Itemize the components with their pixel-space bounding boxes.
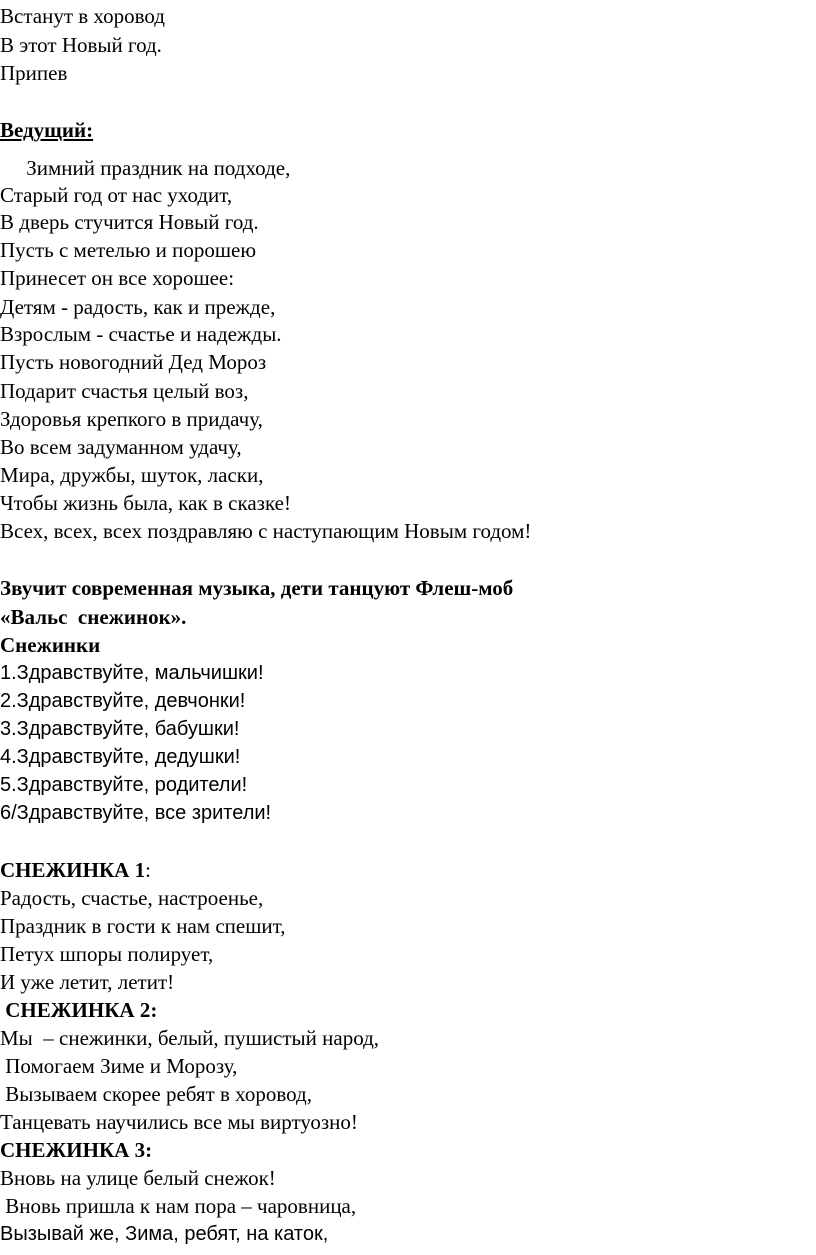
speaker-name: СНЕЖИНКА 1: [0, 858, 146, 882]
verse-line: Помогаем Зиме и Морозу,: [0, 1054, 238, 1078]
greeting-line: 4.Здравствуйте, дедушки!: [0, 746, 241, 768]
verse-line: Зимний праздник на подходе,: [0, 156, 291, 180]
verse-line: Пусть новогодний Дед Мороз: [0, 350, 267, 374]
verse-line: Пусть с метелью и порошею: [0, 238, 257, 262]
verse-line: Подарит счастья целый воз,: [0, 379, 249, 403]
verse-line: Вызываем скорее ребят в хоровод,: [0, 1082, 312, 1106]
greeting-line: 6/Здравствуйте, все зрители!: [0, 802, 272, 824]
greeting-line: 2.Здравствуйте, девчонки!: [0, 690, 246, 712]
verse-line: Во всем задуманном удачу,: [0, 435, 242, 459]
verse-line: Танцевать научились все мы виртуозно!: [0, 1110, 358, 1134]
verse-line: Встанут в хоровод: [0, 4, 165, 28]
verse-line: В дверь стучится Новый год.: [0, 210, 259, 234]
verse-line: Чтобы жизнь была, как в сказке!: [0, 491, 291, 515]
greeting-line: 3.Здравствуйте, бабушки!: [0, 718, 240, 740]
speaker-colon: :: [145, 858, 151, 882]
verse-line: Старый год от нас уходит,: [0, 183, 233, 207]
speaker-heading-snowflake-3: СНЕЖИНКА 3:: [0, 1138, 153, 1162]
verse-line: Детям - радость, как и прежде,: [0, 295, 276, 319]
stage-direction: Звучит современная музыка, дети танцуют Флеш-моб: [0, 576, 514, 600]
greeting-line: 5.Здравствуйте, родители!: [0, 774, 248, 796]
verse-line: Радость, счастье, настроенье,: [0, 886, 264, 910]
speaker-heading-snowflakes: Снежинки: [0, 633, 101, 657]
verse-line: Мира, дружбы, шуток, ласки,: [0, 463, 264, 487]
verse-line: Праздник в гости к нам спешит,: [0, 914, 286, 938]
verse-line: Вновь пришла к нам пора – чаровница,: [0, 1194, 357, 1218]
verse-line: Принесет он все хорошее:: [0, 266, 235, 290]
speaker-heading-snowflake-2: СНЕЖИНКА 2:: [0, 998, 158, 1022]
verse-line: Вызывай же, Зима, ребят, на каток,: [0, 1223, 329, 1245]
speaker-heading-host: Ведущий:: [0, 118, 94, 142]
speaker-heading-snowflake-1: [0, 857, 151, 884]
verse-line: Мы – снежинки, белый, пушистый народ,: [0, 1026, 380, 1050]
greeting-line: 1.Здравствуйте, мальчишки!: [0, 662, 264, 684]
verse-line: Вновь на улице белый снежок!: [0, 1166, 276, 1190]
verse-line: Всех, всех, всех поздравляю с наступающим Новым годом!: [0, 519, 532, 543]
verse-line: И уже летит, летит!: [0, 970, 175, 994]
verse-line: Взрослым - счастье и надежды.: [0, 322, 282, 346]
verse-line: Здоровья крепкого в придачу,: [0, 407, 263, 431]
verse-line: В этот Новый год.: [0, 33, 162, 57]
stage-direction: «Вальс снежинок».: [0, 605, 187, 629]
verse-line: Петух шпоры полирует,: [0, 942, 214, 966]
refrain-label: Припев: [0, 61, 68, 85]
